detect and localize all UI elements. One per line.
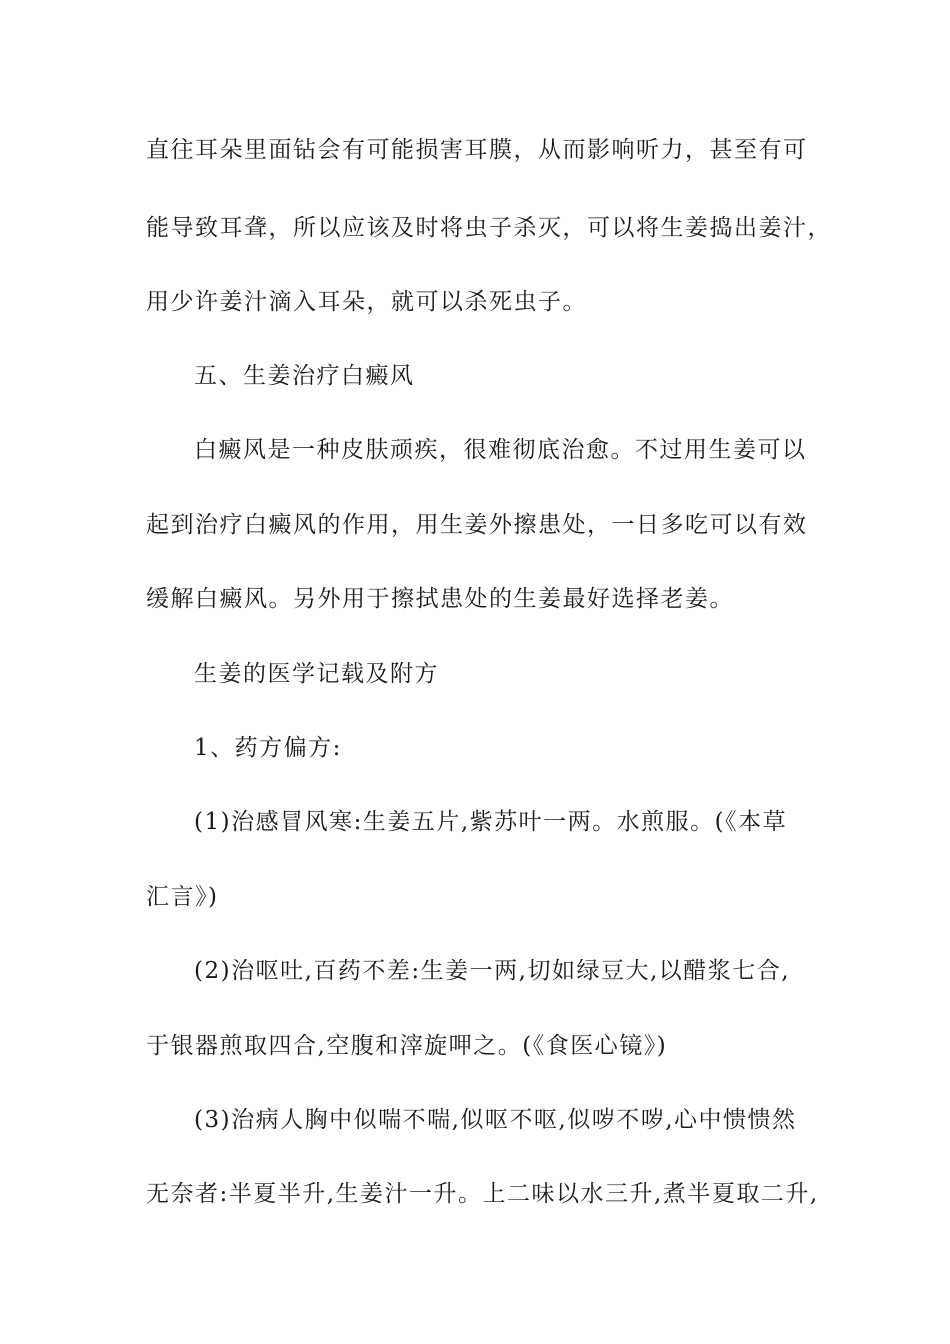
paragraph-line: 用少许姜汁滴入耳朵，就可以杀死虫子。 [146, 289, 587, 315]
paragraph-line: 白癜风是一种皮肤顽疾，很难彻底治愈。不过用生姜可以 [194, 437, 807, 463]
section-heading: 生姜的医学记载及附方 [194, 661, 439, 687]
list-heading: 1、药方偏方: [194, 735, 342, 761]
list-item: (3)治病人胸中似喘不喘,似呕不呕,似哕不哕,心中愦愦然 [194, 1107, 797, 1133]
list-item: (2)治呕吐,百药不差:生姜一两,切如绿豆大,以醋浆七合, [194, 958, 791, 984]
list-item: (1)治感冒风寒:生姜五片,紫苏叶一两。水煎服。(《本草 [194, 809, 788, 835]
list-item: 汇言》) [146, 884, 219, 910]
paragraph-line: 直往耳朵里面钻会有可能损害耳膜，从而影响听力，甚至有可 [146, 137, 808, 163]
list-item: 无奈者:半夏半升,生姜汁一升。上二味以水三升,煮半夏取二升, [146, 1181, 819, 1207]
paragraph-line: 能导致耳聋，所以应该及时将虫子杀灭，可以将生姜捣出姜汁， [146, 215, 832, 241]
list-item: 于银器煎取四合,空腹和滓旋呷之。(《食医心镜》) [146, 1033, 668, 1059]
section-heading: 五、生姜治疗白癜风 [194, 363, 415, 389]
paragraph-line: 缓解白癜风。另外用于擦拭患处的生姜最好选择老姜。 [146, 586, 734, 612]
paragraph-line: 起到治疗白癜风的作用，用生姜外擦患处，一日多吃可以有效 [146, 512, 808, 538]
